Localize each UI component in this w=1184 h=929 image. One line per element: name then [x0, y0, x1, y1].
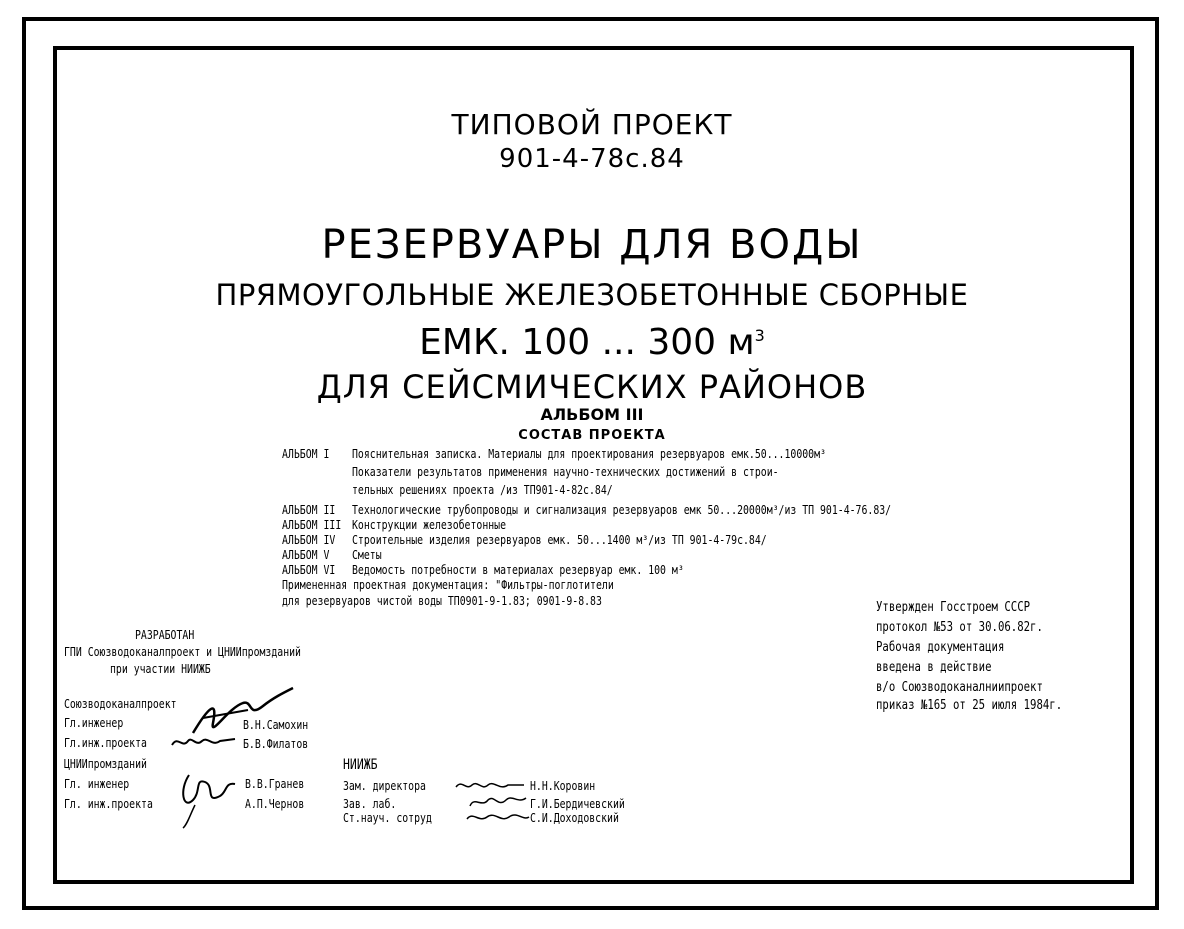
capacity-line — [0, 322, 1184, 363]
composition-heading: СОСТАВ ПРОЕКТА — [518, 428, 666, 443]
composition-row — [282, 518, 1042, 533]
composition-row — [282, 481, 1042, 503]
composition-list — [282, 445, 1042, 610]
org3-role: Ст.науч. сотруд — [343, 811, 432, 825]
project-type: ТИПОВОЙ ПРОЕКТ — [451, 108, 733, 141]
subtitle: ПРЯМОУГОЛЬНЫЕ ЖЕЛЕЗОБЕТОННЫЕ СБОРНЫЕ — [215, 278, 969, 312]
org3-person: Н.Н.Коровин — [530, 779, 596, 793]
org3-role: Зав. лаб. — [343, 797, 397, 811]
org1-role: Гл.инженер — [64, 716, 124, 730]
composition-text: Технологические трубопроводы и сигнализация резервуаров емк 50...20000м³/из ТП 901-4-76.83/ — [352, 503, 892, 517]
composition-text: тельных решениях проекта /из ТП901-4-82с.84/ — [352, 483, 613, 497]
composition-row — [282, 533, 1042, 548]
org2-role: Гл. инж.проекта — [64, 797, 153, 811]
composition-label: АЛЬБОМ II — [282, 503, 336, 517]
composition-row — [282, 463, 1042, 481]
signature-dokhodovsky — [465, 809, 531, 829]
org3-name: НИИЖБ — [343, 757, 378, 773]
capacity-sup: 3 — [754, 326, 765, 345]
org1-person: В.Н.Самохин — [243, 718, 309, 732]
org3-role: Зам. директора — [343, 779, 426, 793]
composition-text: Сметы — [352, 548, 382, 562]
org1-person: Б.В.Филатов — [243, 737, 309, 751]
album-title: АЛЬБОМ III — [540, 405, 644, 424]
signature-granev — [175, 770, 245, 834]
main-title: РЕЗЕРВУАРЫ ДЛЯ ВОДЫ — [321, 222, 863, 268]
approved-line6: приказ №165 от 25 июля 1984г. — [876, 698, 1063, 713]
composition-row — [282, 445, 1042, 463]
applied-docs-line2: для резервуаров чистой воды ТП0901-9-1.83; 0901-9-8.83 — [282, 594, 602, 608]
composition-text: Строительные изделия резервуаров емк. 50...1400 м³/из ТП 901-4-79с.84/ — [352, 533, 767, 547]
approved-line3: Рабочая документация — [876, 640, 1005, 655]
composition-label: АЛЬБОМ III — [282, 518, 342, 532]
composition-label: АЛЬБОМ I — [282, 447, 330, 461]
approved-line2: протокол №53 от 30.06.82г. — [876, 620, 1043, 635]
composition-row — [282, 548, 1042, 563]
project-number: 901-4-78с.84 — [499, 144, 685, 174]
developed-line2: при участии НИИЖБ — [110, 662, 211, 676]
developed-heading: РАЗРАБОТАН — [135, 628, 195, 642]
org3-person: С.И.Доходовский — [530, 811, 619, 825]
composition-text: Пояснительная записка. Материалы для проектирования резервуаров емк.50...10000м³ — [352, 447, 826, 461]
composition-label: АЛЬБОМ V — [282, 548, 330, 562]
applied-docs-line1: Примененная проектная документация: "Фильтры-поглотители — [282, 578, 614, 592]
developed-line1: ГПИ Союзводоканалпроект и ЦНИИпромзданий — [64, 645, 301, 659]
signature-filatov — [170, 733, 240, 755]
approved-line1: Утвержден Госстроем СССР — [876, 600, 1031, 615]
org2-role: Гл. инженер — [64, 777, 130, 791]
org1-role: Гл.инж.проекта — [64, 736, 147, 750]
org2-person: В.В.Гранев — [245, 777, 305, 791]
org3-person: Г.И.Бердичевский — [530, 797, 625, 811]
org1-name: Союзводоканалпроект — [64, 697, 177, 711]
composition-label: АЛЬБОМ IV — [282, 533, 336, 547]
composition-row — [282, 563, 1042, 578]
composition-label: АЛЬБОМ VI — [282, 563, 336, 577]
composition-row — [282, 578, 1042, 594]
approved-line4: введена в действие — [876, 660, 992, 675]
org2-person: А.П.Чернов — [245, 797, 305, 811]
purpose-title: ДЛЯ СЕЙСМИЧЕСКИХ РАЙОНОВ — [316, 368, 868, 406]
approved-line5: в/о Союзводоканалниипроект — [876, 680, 1043, 695]
composition-text: Показатели результатов применения научно-технических достижений в строи- — [352, 465, 779, 479]
capacity-text: ЕМК. 100 ... 300 м — [419, 322, 755, 363]
composition-row — [282, 503, 1042, 518]
composition-text: Конструкции железобетонные — [352, 518, 507, 532]
org2-name: ЦНИИпромзданий — [64, 757, 147, 771]
composition-text: Ведомость потребности в материалах резервуар емк. 100 м³ — [352, 563, 684, 577]
